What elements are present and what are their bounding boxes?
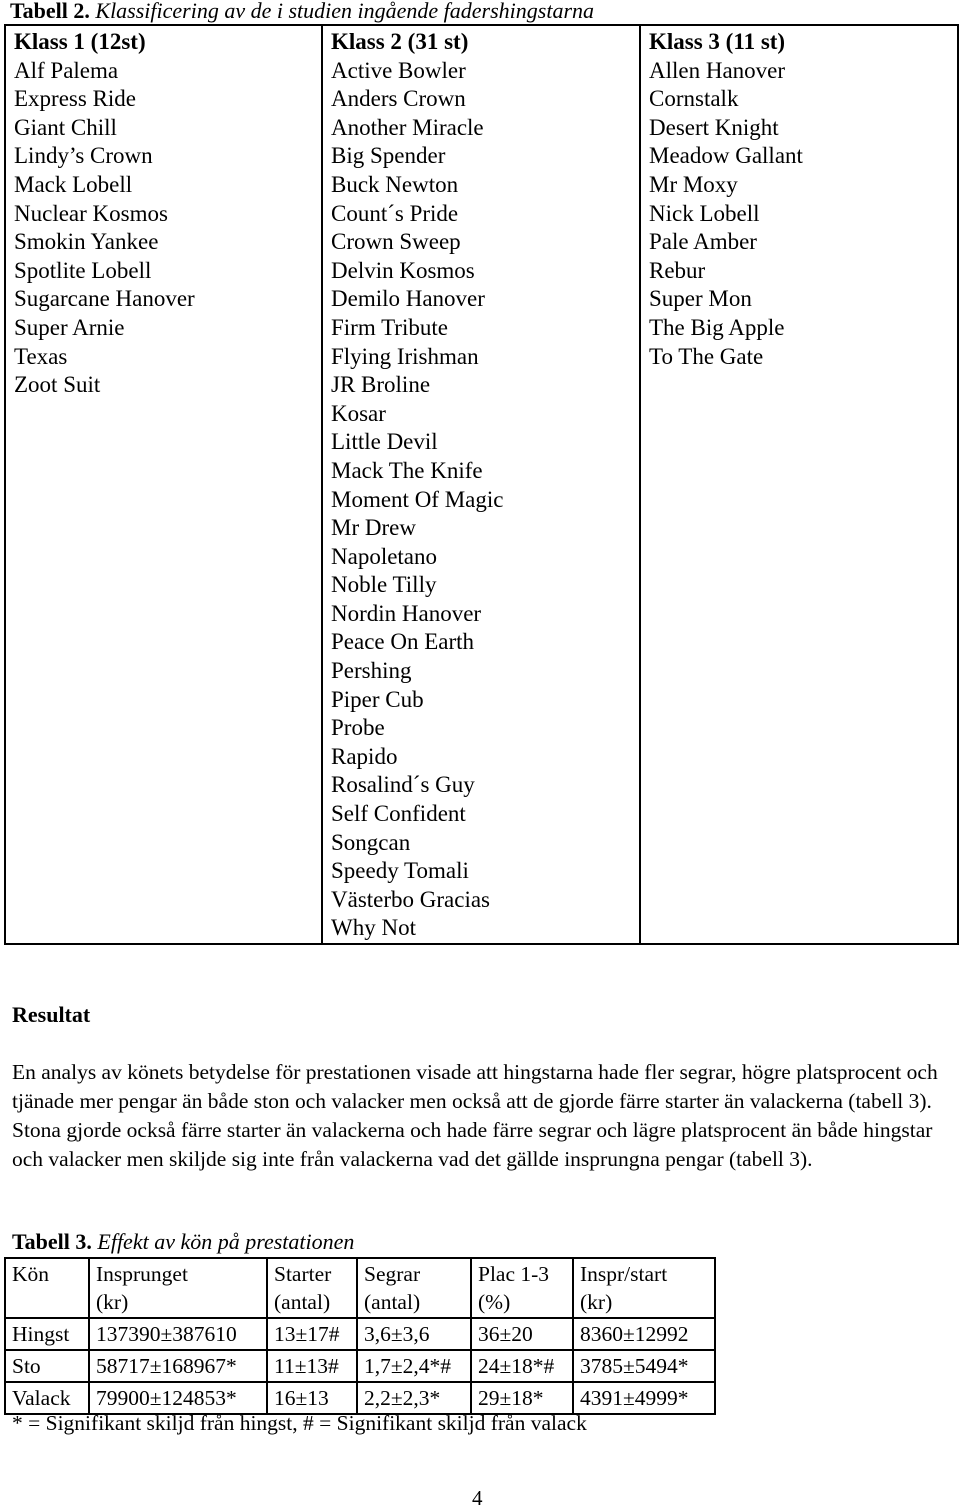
stallion-name: Super Mon <box>649 286 752 312</box>
stallion-name: Songcan <box>331 829 411 855</box>
table3-header-cell <box>573 1258 715 1318</box>
table3-row-label: Hingst <box>5 1318 89 1350</box>
table3-caption-label: Tabell 3. <box>12 1229 92 1254</box>
table3-header-cell <box>267 1258 357 1318</box>
table3-header-line: Kön <box>12 1262 50 1286</box>
table3-caption <box>12 1229 354 1255</box>
table3-cell: 11±13# <box>267 1350 357 1382</box>
table-row <box>5 1350 715 1382</box>
class-1-list <box>14 57 313 400</box>
table3-header-cell <box>357 1258 471 1318</box>
table3-header-cell <box>89 1258 267 1318</box>
stallion-name: Express Ride <box>14 86 137 112</box>
stallion-name: Probe <box>331 715 385 741</box>
stallion-name: Alf Palema <box>14 57 119 83</box>
table3-cell: 16±13 <box>267 1382 357 1414</box>
stallion-name: Desert Knight <box>649 114 779 140</box>
stallion-name: Rapido <box>331 743 398 769</box>
stallion-name: Moment Of Magic <box>331 486 504 512</box>
table3-cell: 13±17# <box>267 1318 357 1350</box>
table3-header-row <box>5 1258 715 1318</box>
table3-header-line: (antal) <box>274 1290 331 1314</box>
table3-cell: 36±20 <box>471 1318 573 1350</box>
stallion-name: Noble Tilly <box>331 572 437 598</box>
stallion-name: Giant Chill <box>14 114 117 140</box>
stallion-name: Why Not <box>331 915 416 941</box>
class-3-header: Klass 3 (11 st) <box>649 29 786 54</box>
stallion-name: Västerbo Gracias <box>331 886 491 912</box>
stallion-name: Cornstalk <box>649 86 739 112</box>
table3-header-line: (kr) <box>96 1290 129 1314</box>
stallion-name: Delvin Kosmos <box>331 257 475 283</box>
stallion-name: Meadow Gallant <box>649 143 803 169</box>
table3-body <box>5 1318 715 1414</box>
table3-cell: 4391±4999* <box>573 1382 715 1414</box>
gender-performance-table <box>4 1257 716 1415</box>
stallion-name: Zoot Suit <box>14 372 101 398</box>
stallion-name: Demilo Hanover <box>331 286 485 312</box>
class-2-column <box>322 25 640 944</box>
table3-cell: 8360±12992 <box>573 1318 715 1350</box>
table3-row-label: Valack <box>5 1382 89 1414</box>
table3-caption-text: Effekt av kön på prestationen <box>97 1229 355 1254</box>
table3-footnote: * = Signifikant skiljd från hingst, # = Signifikant skiljd från valack <box>12 1411 587 1435</box>
table3-header-line: Insprunget <box>96 1262 188 1286</box>
stallion-name: Sugarcane Hanover <box>14 286 195 312</box>
stallion-name: Piper Cub <box>331 686 424 712</box>
stallion-name: Anders Crown <box>331 86 466 112</box>
stallion-name: JR Broline <box>331 372 431 398</box>
stallion-name: Mack The Knife <box>331 457 483 483</box>
table3-header-line: (%) <box>478 1290 511 1314</box>
table3-cell: 29±18* <box>471 1382 573 1414</box>
table3-header-line: (kr) <box>580 1290 613 1314</box>
stallion-name: Count´s Pride <box>331 200 459 226</box>
class-1-header: Klass 1 (12st) <box>14 29 146 54</box>
table2-caption-label: Tabell 2. <box>10 0 90 23</box>
table3-cell: 79900±124853* <box>89 1382 267 1414</box>
stallion-name: To The Gate <box>649 343 764 369</box>
stallion-name: Super Arnie <box>14 314 125 340</box>
table-row <box>5 1318 715 1350</box>
class-2-list <box>331 57 631 943</box>
stallion-name: Speedy Tomali <box>331 858 469 884</box>
table3-cell: 58717±168967* <box>89 1350 267 1382</box>
table3-cell: 3785±5494* <box>573 1350 715 1382</box>
table3-header-cell <box>5 1258 89 1318</box>
class-3-column <box>640 25 958 944</box>
stallion-name: Nordin Hanover <box>331 600 482 626</box>
table3-cell: 2,2±2,3* <box>357 1382 471 1414</box>
page-number: 4 <box>472 1486 483 1510</box>
stallion-name: Nuclear Kosmos <box>14 200 168 226</box>
stallion-name: Firm Tribute <box>331 314 448 340</box>
table3-cell: 137390±387610 <box>89 1318 267 1350</box>
table3-cell: 1,7±2,4*# <box>357 1350 471 1382</box>
table3-header-line: (antal) <box>364 1290 421 1314</box>
stallion-name: Spotlite Lobell <box>14 257 152 283</box>
stallion-name: Allen Hanover <box>649 57 786 83</box>
table3-header-line: Inspr/start <box>580 1262 668 1286</box>
stallion-name: Little Devil <box>331 429 438 455</box>
stallion-name: Self Confident <box>331 801 466 827</box>
stallion-name: Rosalind´s Guy <box>331 772 475 798</box>
stallion-name: Kosar <box>331 400 386 426</box>
stallion-name: Mr Moxy <box>649 171 738 197</box>
stallion-classification-table <box>4 24 959 945</box>
stallion-name: Big Spender <box>331 143 446 169</box>
stallion-name: Lindy’s Crown <box>14 143 153 169</box>
stallion-name: Nick Lobell <box>649 200 760 226</box>
stallion-name: Flying Irishman <box>331 343 479 369</box>
stallion-name: Mr Drew <box>331 515 416 541</box>
results-paragraph: En analys av könets betydelse för prestationen visade att hingstarna hade fler segrar, högre platsprocent och tjänade mer pengar än både ston och valacker men också att de gjorde färre starter än valackerna (tabell 3). Stona gjorde också färre starter än valackerna och hade färre segrar och lägre platsprocent än både hingstar och valacker men skiljde sig inte från valackerna vad det gällde insprungna pengar (tabell 3). <box>12 1060 938 1171</box>
stallion-name: Buck Newton <box>331 171 459 197</box>
table3-cell: 24±18*# <box>471 1350 573 1382</box>
table3-header-line: Plac 1-3 <box>478 1262 550 1286</box>
table-row <box>5 1382 715 1414</box>
stallion-name: Pale Amber <box>649 229 757 255</box>
stallion-name: Pershing <box>331 658 412 684</box>
class-1-column <box>5 25 322 944</box>
stallion-name: Peace On Earth <box>331 629 475 655</box>
table3-cell: 3,6±3,6 <box>357 1318 471 1350</box>
table2-caption-text: Klassificering av de i studien ingående fadershingstarna <box>95 0 595 23</box>
stallion-name: Smokin Yankee <box>14 229 159 255</box>
stallion-name: Crown Sweep <box>331 229 461 255</box>
table3-row-label: Sto <box>5 1350 89 1382</box>
stallion-name: Another Miracle <box>331 114 484 140</box>
table2-caption <box>10 0 594 24</box>
class-2-header: Klass 2 (31 st) <box>331 29 469 54</box>
table3-header-line <box>12 1288 82 1316</box>
stallion-name: Napoletano <box>331 543 438 569</box>
results-heading: Resultat <box>12 1002 91 1027</box>
table3-header-line: Segrar <box>364 1262 421 1286</box>
stallion-name: Rebur <box>649 257 706 283</box>
table3-header-cell <box>471 1258 573 1318</box>
stallion-name: Active Bowler <box>331 57 466 83</box>
stallion-name: Mack Lobell <box>14 171 133 197</box>
table3-header-line: Starter <box>274 1262 332 1286</box>
stallion-name: Texas <box>14 343 68 369</box>
stallion-name: The Big Apple <box>649 314 785 340</box>
class-3-list <box>649 57 949 372</box>
